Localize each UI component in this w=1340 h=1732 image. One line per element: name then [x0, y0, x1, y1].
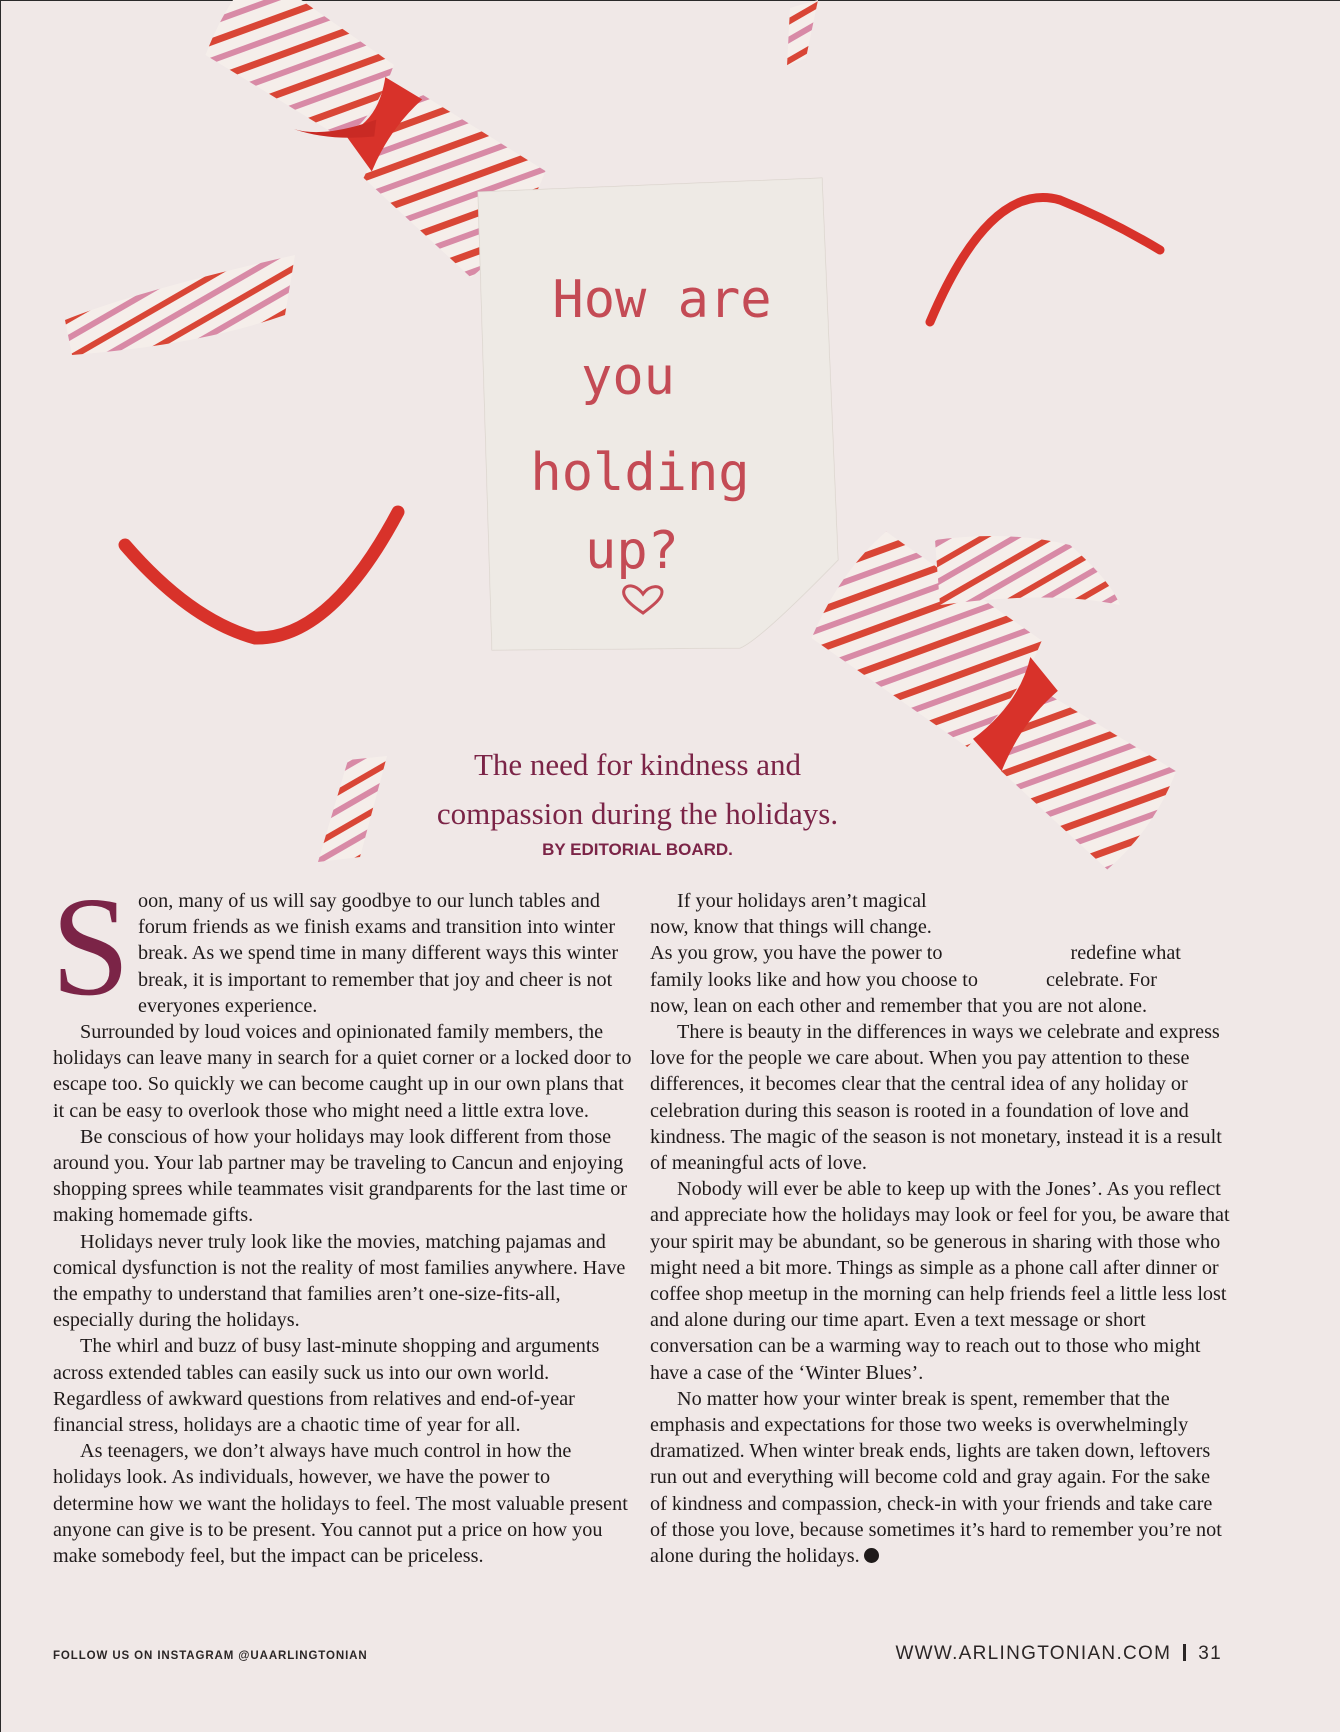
footer-instagram: FOLLOW US ON INSTAGRAM @UAARLINGTONIAN: [53, 1650, 368, 1662]
dropcap: S: [51, 867, 130, 1025]
byline: BY EDITORIAL BOARD.: [542, 840, 733, 859]
right-p1-line-3a: As you grow, you have the power to: [650, 942, 943, 965]
right-p1-line-3: [650, 940, 1230, 966]
right-p1-line-2: now, know that things will change.: [650, 916, 932, 939]
footer-separator: [1183, 1644, 1186, 1661]
note-line-3: holding: [530, 443, 750, 503]
right-p1-line-5: now, lean on each other and remember that you are not alone.: [650, 994, 1148, 1017]
note-line-1: How are: [552, 270, 772, 330]
ribbon-right: [930, 198, 1160, 322]
right-paragraph-2: There is beauty in the differences in ways we celebrate and express love for the people we care about. When you pay attention to these differences, it becomes clear that the central idea of any holiday or celebration during this season is rooted in a foundation of love and kindness. The magic of the season is not monetary, instead it is a result of meaningful acts of love.: [650, 1021, 1222, 1175]
left-paragraph-3: Be conscious of how your holidays may look different from those around you. Your lab partner may be traveling to Cancun and enjoying shopping sprees while teammates visit grandparents for the last time or making homemade gifts.: [53, 1125, 628, 1227]
confetti-top: [787, 0, 818, 66]
right-p1-line-4b: celebrate. For: [1046, 968, 1157, 991]
right-p1-line-4: [650, 967, 1230, 993]
note-paper: [478, 178, 838, 650]
left-column: [51, 867, 635, 1569]
right-paragraph-3: Nobody will ever be able to keep up with the Jones’. As you reflect and appreciate how the holidays may look or feel for you, be aware that your spirit may be abundant, so be generous in sharing with those who might need a bit more. Things as simple as a phone call after dinner or coffee shop meetup in the morning can help friends feel a little less lost and alone during our time apart. Even a text message or short conversation can be a warming way to reach out to those who might have a case of the ‘Winter Blues’.: [650, 1178, 1230, 1384]
right-column: [650, 888, 1230, 1569]
ribbon-left: [125, 512, 398, 638]
note-line-2: you: [581, 347, 675, 407]
confetti-small: [318, 756, 387, 862]
left-paragraph-4: Holidays never truly look like the movies, matching pajamas and comical dysfunction is not the reality of most families anywhere. Have the empathy to understand that families aren’t one-size-fits-all, especially during the holidays.: [53, 1230, 626, 1332]
confetti-right: [935, 536, 1120, 605]
note-line-4: up?: [585, 521, 679, 581]
headline-line-2: compassion during the holidays.: [436, 796, 839, 831]
left-paragraph-1: [51, 867, 635, 1025]
end-mark-icon: [864, 1548, 879, 1563]
page-number: 31: [1198, 1643, 1222, 1664]
headline: [400, 740, 875, 838]
left-paragraph-6: As teenagers, we don’t always have much control in how the holidays look. As individuals, however, we have the power to determine how we want the holidays to feel. The most valuable present anyone can give is to be present. You cannot put a price on how you make somebody feel, but the impact can be priceless.: [53, 1440, 628, 1568]
left-paragraph-1-text: oon, many of us will say goodbye to our lunch tables and forum friends as we finish exams and transition into winter break. As we spend time in many different ways this winter break, it is important to remember that joy and cheer is not everyones experience.: [137, 890, 619, 1017]
right-paragraph-4: [650, 1386, 1230, 1569]
right-p1-line-4a: family looks like and how you choose to: [650, 968, 978, 991]
left-paragraph-2: Surrounded by loud voices and opinionated family members, the holidays can leave many in search for a quiet corner or a locked door to escape too. So quickly we can become caught up in our own plans that it can be easy to overlook those who might need a little extra love.: [53, 1021, 632, 1122]
footer-website: WWW.ARLINGTONIAN.COM: [895, 1643, 1172, 1664]
right-paragraph-1: [650, 888, 1230, 1019]
right-p1-line-1: If your holidays aren’t magical: [677, 890, 927, 912]
right-paragraph-4-text: No matter how your winter break is spent, remember that the emphasis and expectations for those two weeks is overwhelmingly dramatized. When winter break ends, lights are taken down, leftovers run out and everything will become cold and gray again. For the sake of kindness and compassion, check-in with your friends and take care of those you love, because sometimes it’s hard to remember you’re not alone during the holidays.: [650, 1387, 1222, 1568]
right-p1-line-3b: redefine what: [1070, 942, 1181, 965]
footer-right: [895, 1643, 1222, 1665]
headline-line-1: The need for kindness and: [473, 747, 802, 782]
left-paragraph-5: The whirl and buzz of busy last-minute shopping and arguments across extended tables can easily suck us into our own world. Regardless of awkward questions from relatives and end-of-year financial stress, holidays are a chaotic time of year for all.: [53, 1335, 600, 1437]
confetti-left: [65, 255, 295, 355]
